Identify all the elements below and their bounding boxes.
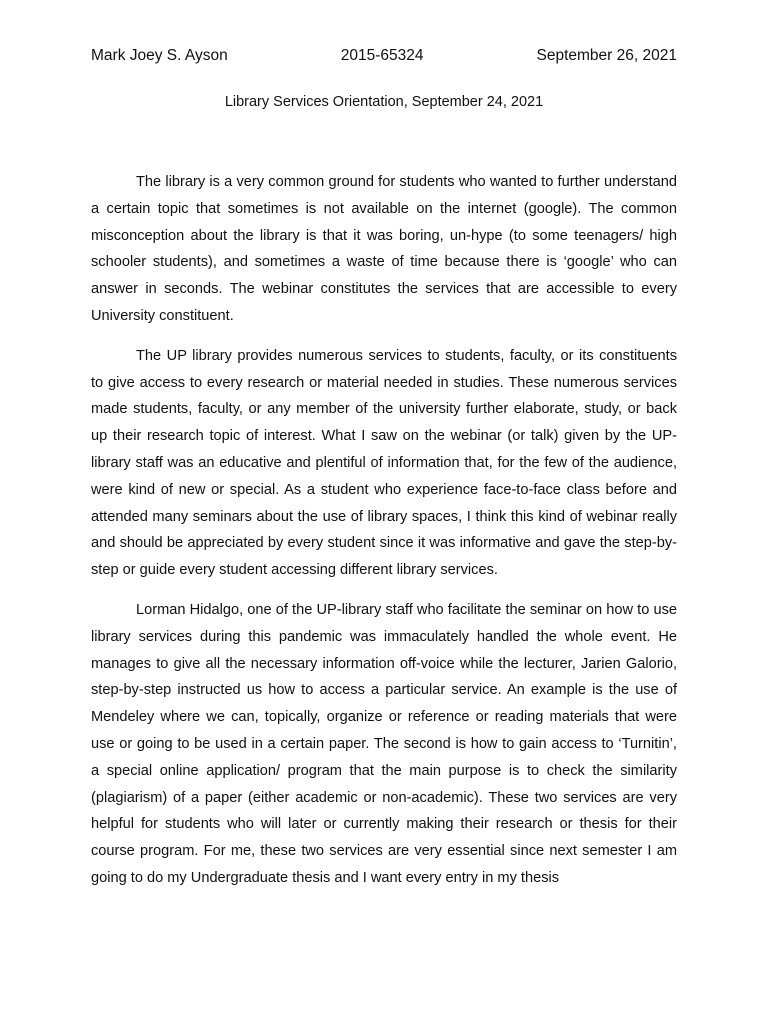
paragraph: The library is a very common ground for students who wanted to further understand a certain topic that sometimes is not available on the internet (google). The common misconception about the library is that it was boring, un-hype (to some teenagers/ high schooler students), and sometimes a waste of time because there is ‘google’ who can answer in seconds. The webinar constitutes the services that are accessible to every University constituent. — [91, 174, 677, 324]
author-name: Mark Joey S. Ayson — [91, 47, 228, 64]
document-subtitle: Library Services Orientation, September 24, 2021 — [224, 94, 544, 110]
paragraph: Lorman Hidalgo, one of the UP-library staff who facilitate the seminar on how to use library services during this pandemic was immaculately handled the whole event. He manages to give all the necessary information off-voice while the lecturer, Jarien Galorio, step-by-step instructed us how to access a particular service. An example is the use of Mendeley where we can, topically, organize or reference or reading materials that were use or going to be used in a certain paper. The second is how to gain access to ‘Turnitin’, a special online application/ program that the main purpose is to check the similarity (plagiarism) of a paper (either academic or non-academic). These two services are very helpful for students who will later or currently making their research or thesis for their course program. For me, these two services are very essential since next semester I am going to do my Undergraduate thesis and I want every entry in my thesis — [91, 601, 677, 886]
document-header — [91, 46, 677, 66]
paragraph: The UP library provides numerous services to students, faculty, or its constituents to give access to every research or material needed in studies. These numerous services made students, faculty, or any member of the university further elaborate, study, or back up their research topic of interest. What I saw on the webinar (or talk) given by the UP-library staff was an educative and plentiful of information that, for the few of the audience, were kind of new or special. As a student who experience face-to-face class before and attended many seminars about the use of library spaces, I think this kind of webinar really and should be appreciated by every student since it was informative and gave the step-by-step or guide every student accessing different library services. — [91, 347, 677, 579]
document-body — [91, 169, 677, 905]
document-date: September 26, 2021 — [536, 47, 677, 64]
student-id: 2015-65324 — [340, 47, 424, 64]
